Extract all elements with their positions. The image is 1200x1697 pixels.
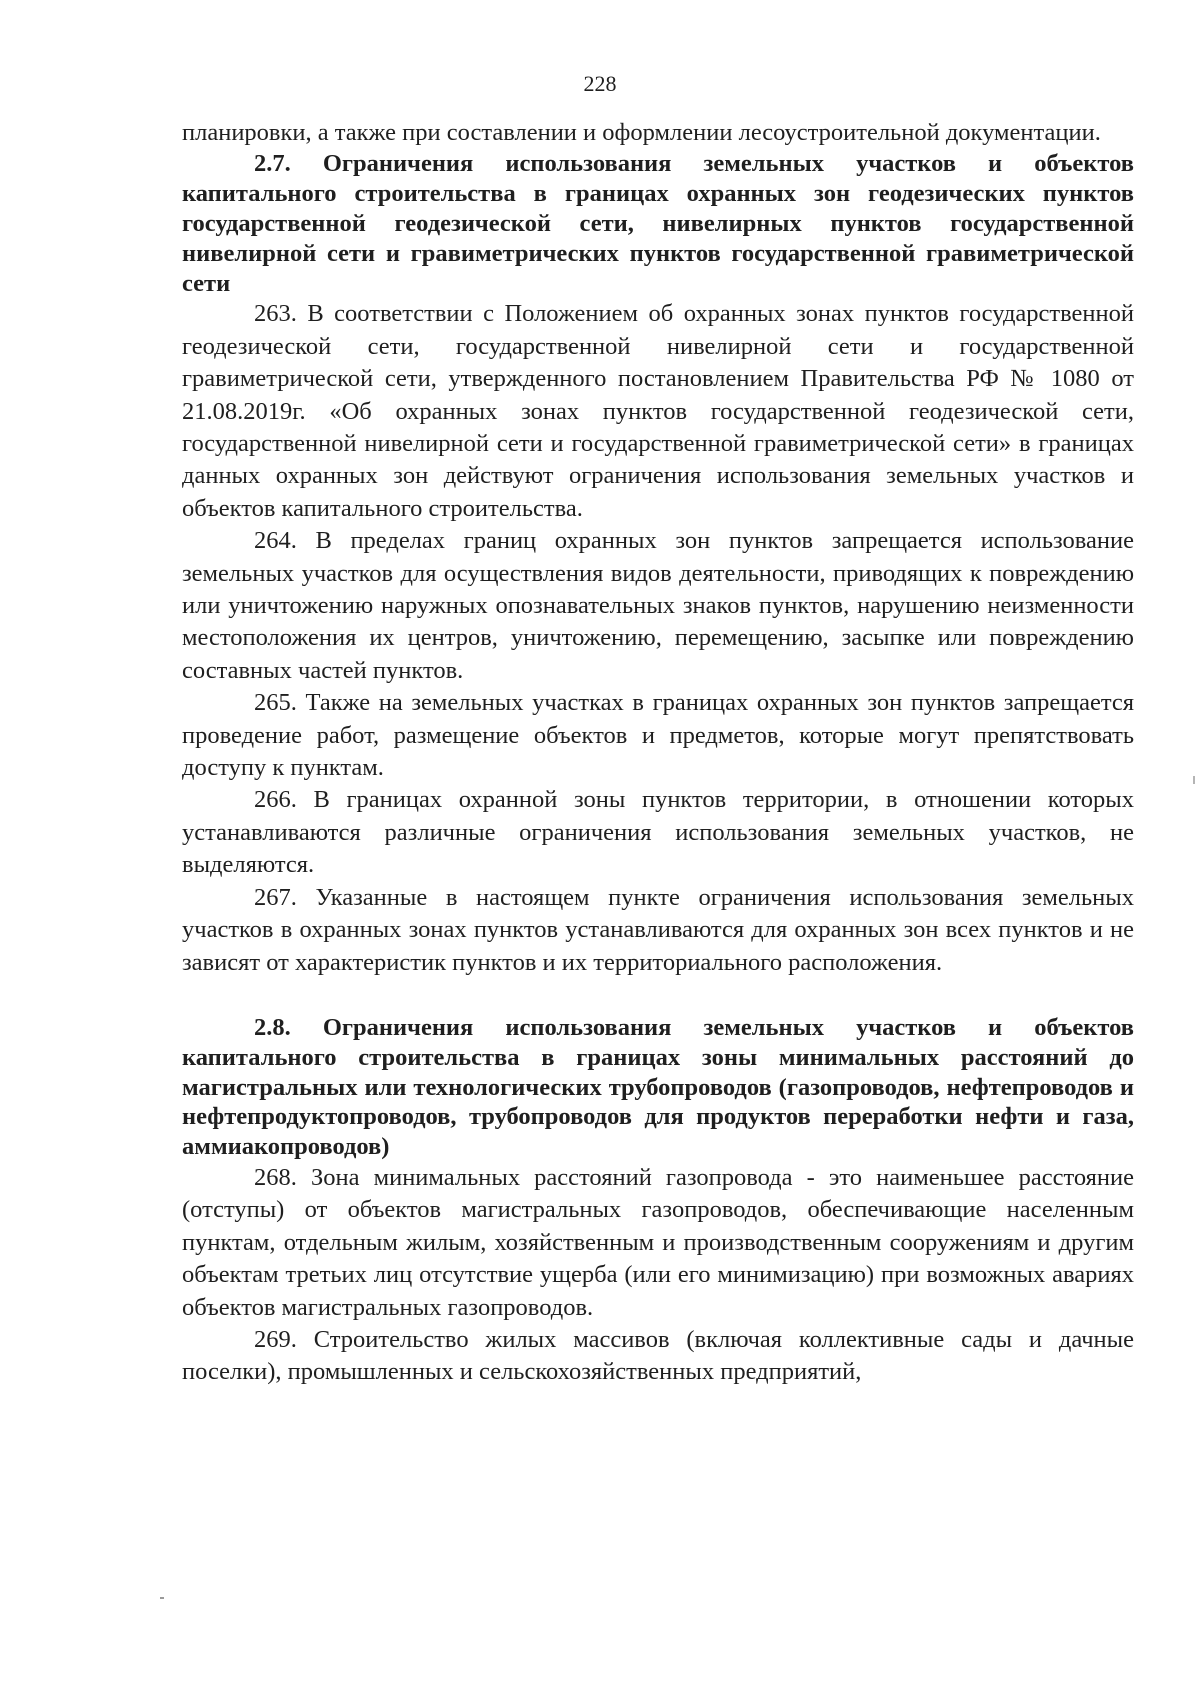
scan-speck-right [1193,776,1195,784]
paragraph-267: 267. Указанные в настоящем пункте ограничения использования земельных участков в охранных зонах пунктов устанавливаются для охранных зон всех пунктов и не зависят от характеристик пунктов и их территориального расположения. [182,883,1134,976]
paragraph-266: 266. В границах охранной зоны пунктов территории, в отношении которых устанавливаются различные ограничения использования земельных участков, не выделяются. [182,786,1134,879]
scan-speck [160,1597,164,1599]
paragraph-269: 269. Строительство жилых массивов (включая коллективные сады и дачные поселки), промышленных и сельскохозяйственных предприятий, [182,1325,1134,1386]
paragraph-268: 268. Зона минимальных расстояний газопровода - это наименьшее расстояние (отступы) от объектов магистральных газопроводов, обеспечивающие населенным пунктам, отдельным жилым, хозяйственным и производственным сооружениям и другим объектам третьих лиц отсутствие ущерба (или его минимизацию) при возможных авариях объектов магистральных газопроводов. [182,1163,1134,1321]
page-content [182,117,1134,1389]
paragraph-263: 263. В соответствии с Положением об охранных зонах пунктов государственной геодезической сети, государственной нивелирной сети и государственной гравиметрической сети, утвержденного постановлением Правительства РФ № 1080 от 21.08.2019г. «Об охранных зонах пунктов государственной геодезической сети, государственной нивелирной сети и государственной гравиметрической сети» в границах данных охранных зон действуют ограничения использования земельных участков и объектов капитального строительства. [182,300,1134,522]
section-spacer [182,979,1134,1013]
section-heading-2-8: 2.8. Ограничения использования земельных участков и объектов капитального строительства в границах зоны минимальных расстояний до магистральных или технологических трубопроводов (газопроводов, нефтепроводов и нефтепродуктопроводов, трубопроводов для продуктов переработки нефти и газа, аммиакопроводов) [182,1013,1134,1161]
section-heading-2-7: 2.7. Ограничения использования земельных участков и объектов капитального строительства в границах охранных зон геодезических пунктов государственной геодезической сети, нивелирных пунктов государственной нивелирной сети и гравиметрических пунктов государственной гравиметрической сети [182,150,1134,297]
intro-paragraph: планировки, а также при составлении и оформлении лесоустроительной документации. [182,119,1101,146]
paragraph-265: 265. Также на земельных участках в границах охранных зон пунктов запрещается проведение работ, размещение объектов и предметов, которые могут препятствовать доступу к пунктам. [182,689,1134,782]
paragraph-264: 264. В пределах границ охранных зон пунктов запрещается использование земельных участков для осуществления видов деятельности, приводящих к повреждению или уничтожению наружных опознавательных знаков пунктов, нарушению неизменности местоположения их центров, уничтожению, перемещению, засыпке или повреждению составных частей пунктов. [182,527,1134,684]
page-number: 228 [583,71,617,96]
